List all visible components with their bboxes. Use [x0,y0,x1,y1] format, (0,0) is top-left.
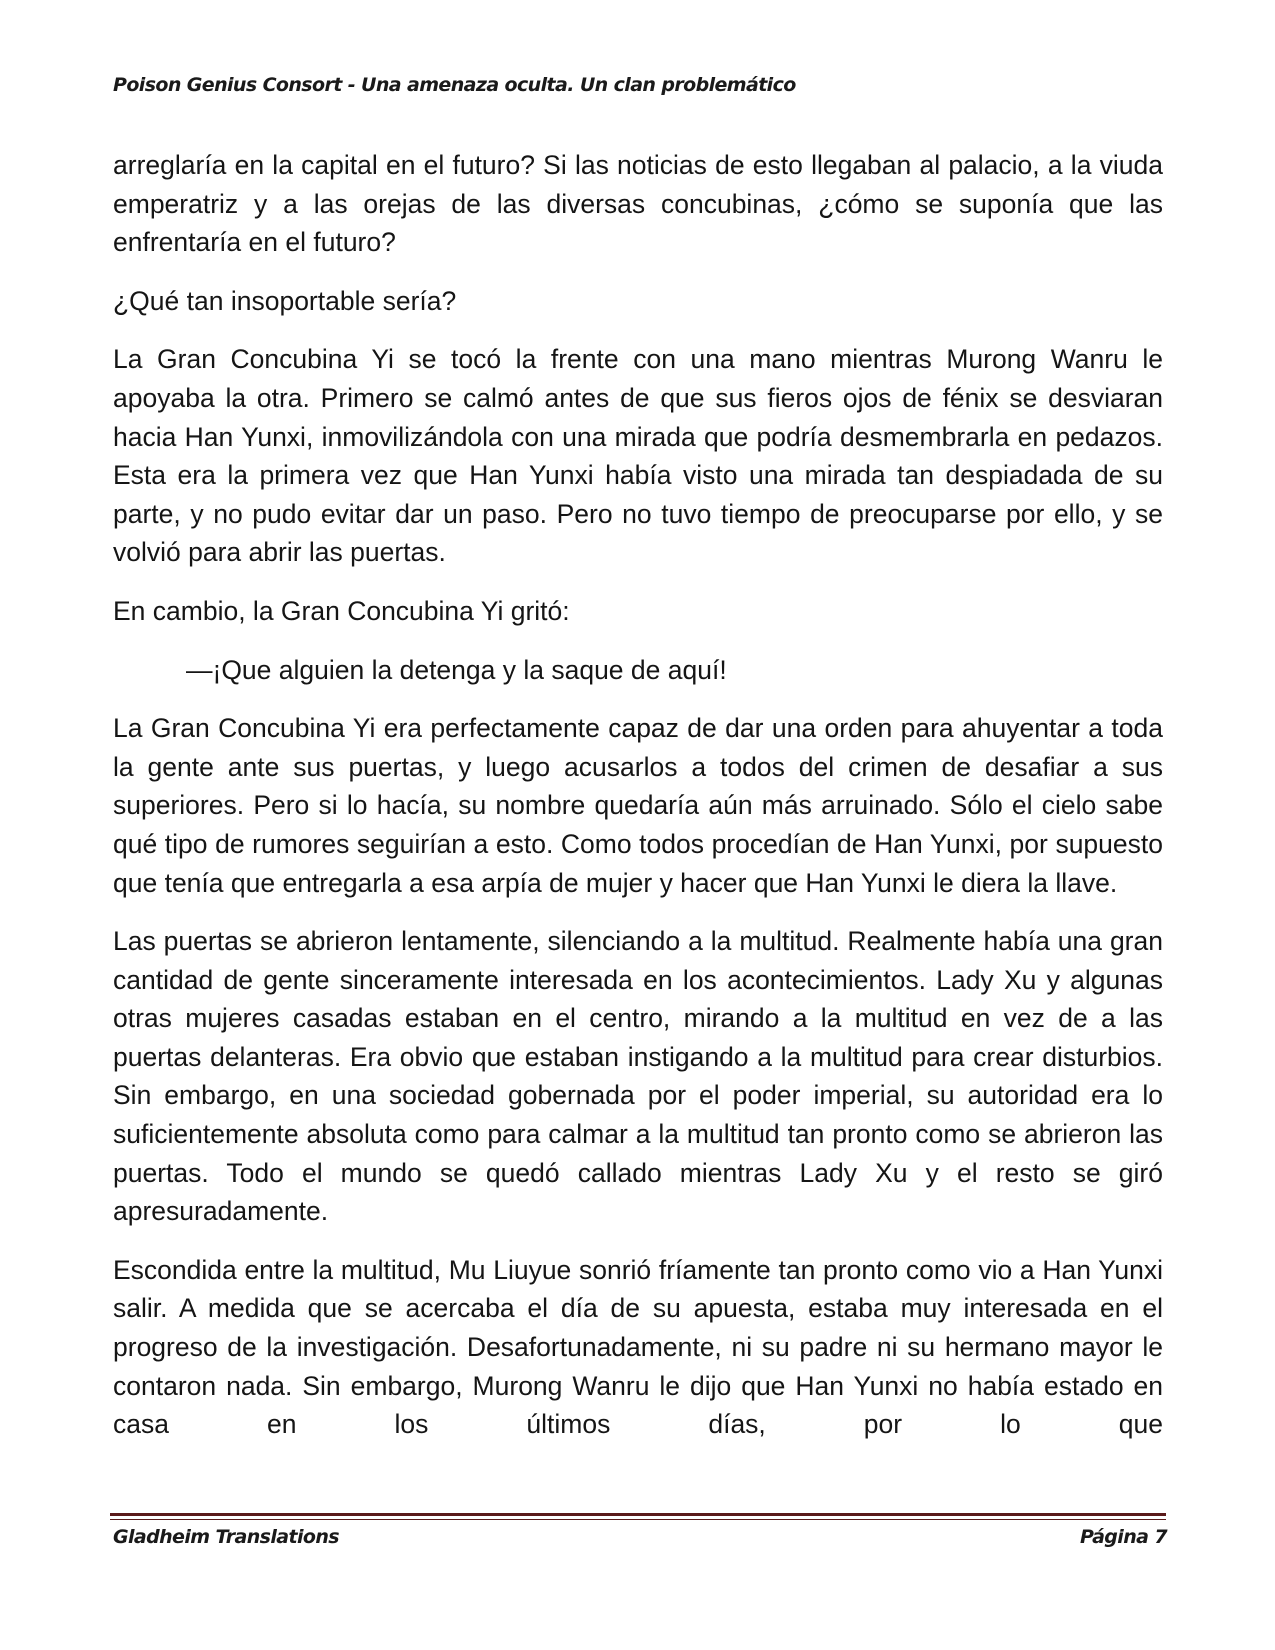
page-header-title: Poison Genius Consort - Una amenaza oculta. Un clan problemático [113,74,796,96]
footer-page-number: Página 7 [1079,1526,1167,1548]
paragraph: Escondida entre la multitud, Mu Liuyue sonrió fríamente tan pronto como vio a Han Yunxi salir. A medida que se acercaba el día de su apuesta, estaba muy interesada en el progreso de la investigación. Desafortunadamente, ni su padre ni su hermano mayor le contaron nada. Sin embargo, Murong Wanru le dijo que Han Yunxi no había estado en casa en los últimos días, por lo que [113,1254,1163,1440]
paragraph: La Gran Concubina Yi se tocó la frente con una mano mientras Murong Wanru le apoyaba la otra. Primero se calmó antes de que sus fieros ojos de fénix se desviaran hacia Han Yunxi, inmovilizándola con una mirada que podría desmembrarla en pedazos. Esta era la primera vez que Han Yunxi había visto una mirada tan despiadada de su parte, y no pudo evitar dar un paso. Pero no tuvo tiempo de preocuparse por ello, y se volvió para abrir las puertas. [113,344,1163,568]
paragraph: arreglaría en la capital en el futuro? Si las noticias de esto llegaban al palacio, a la viuda emperatriz y a las orejas de las diversas concubinas, ¿cómo se suponía que las enfrentaría en el futuro? [113,150,1163,258]
dialogue-line: —¡Que alguien la detenga y la saque de aquí! [186,654,727,685]
paragraph: La Gran Concubina Yi era perfectamente capaz de dar una orden para ahuyentar a toda la gente ante sus puertas, y luego acusarlos a todos del crimen de desafiar a sus superiores. Pero si lo hacía, su nombre quedaría aún más arruinado. Sólo el cielo sabe qué tipo de rumores seguirían a esto. Como todos procedían de Han Yunxi, por supuesto que tenía que entregarla a esa arpía de mujer y hacer que Han Yunxi le diera la llave. [113,713,1163,898]
paragraph: Las puertas se abrieron lentamente, silenciando a la multitud. Realmente había una gran cantidad de gente sinceramente interesada en los acontecimientos. Lady Xu y algunas otras mujeres casadas estaban en el centro, mirando a la multitud en vez de a las puertas delanteras. Era obvio que estaban instigando a la multitud para crear disturbios. Sin embargo, en una sociedad gobernada por el poder imperial, su autoridad era lo suficientemente absoluta como para calmar a la multitud tan pronto como se abrieron las puertas. Todo el mundo se quedó callado mientras Lady Xu y el resto se giró apresuradamente. [113,926,1163,1227]
body-text [113,146,1163,1464]
footer-divider-thin [110,1519,1166,1520]
footer-divider-thick [110,1513,1166,1516]
paragraph: En cambio, la Gran Concubina Yi gritó: [113,595,570,626]
paragraph: ¿Qué tan insoportable sería? [113,285,457,316]
footer-translator-credit: Gladheim Translations [113,1526,339,1548]
